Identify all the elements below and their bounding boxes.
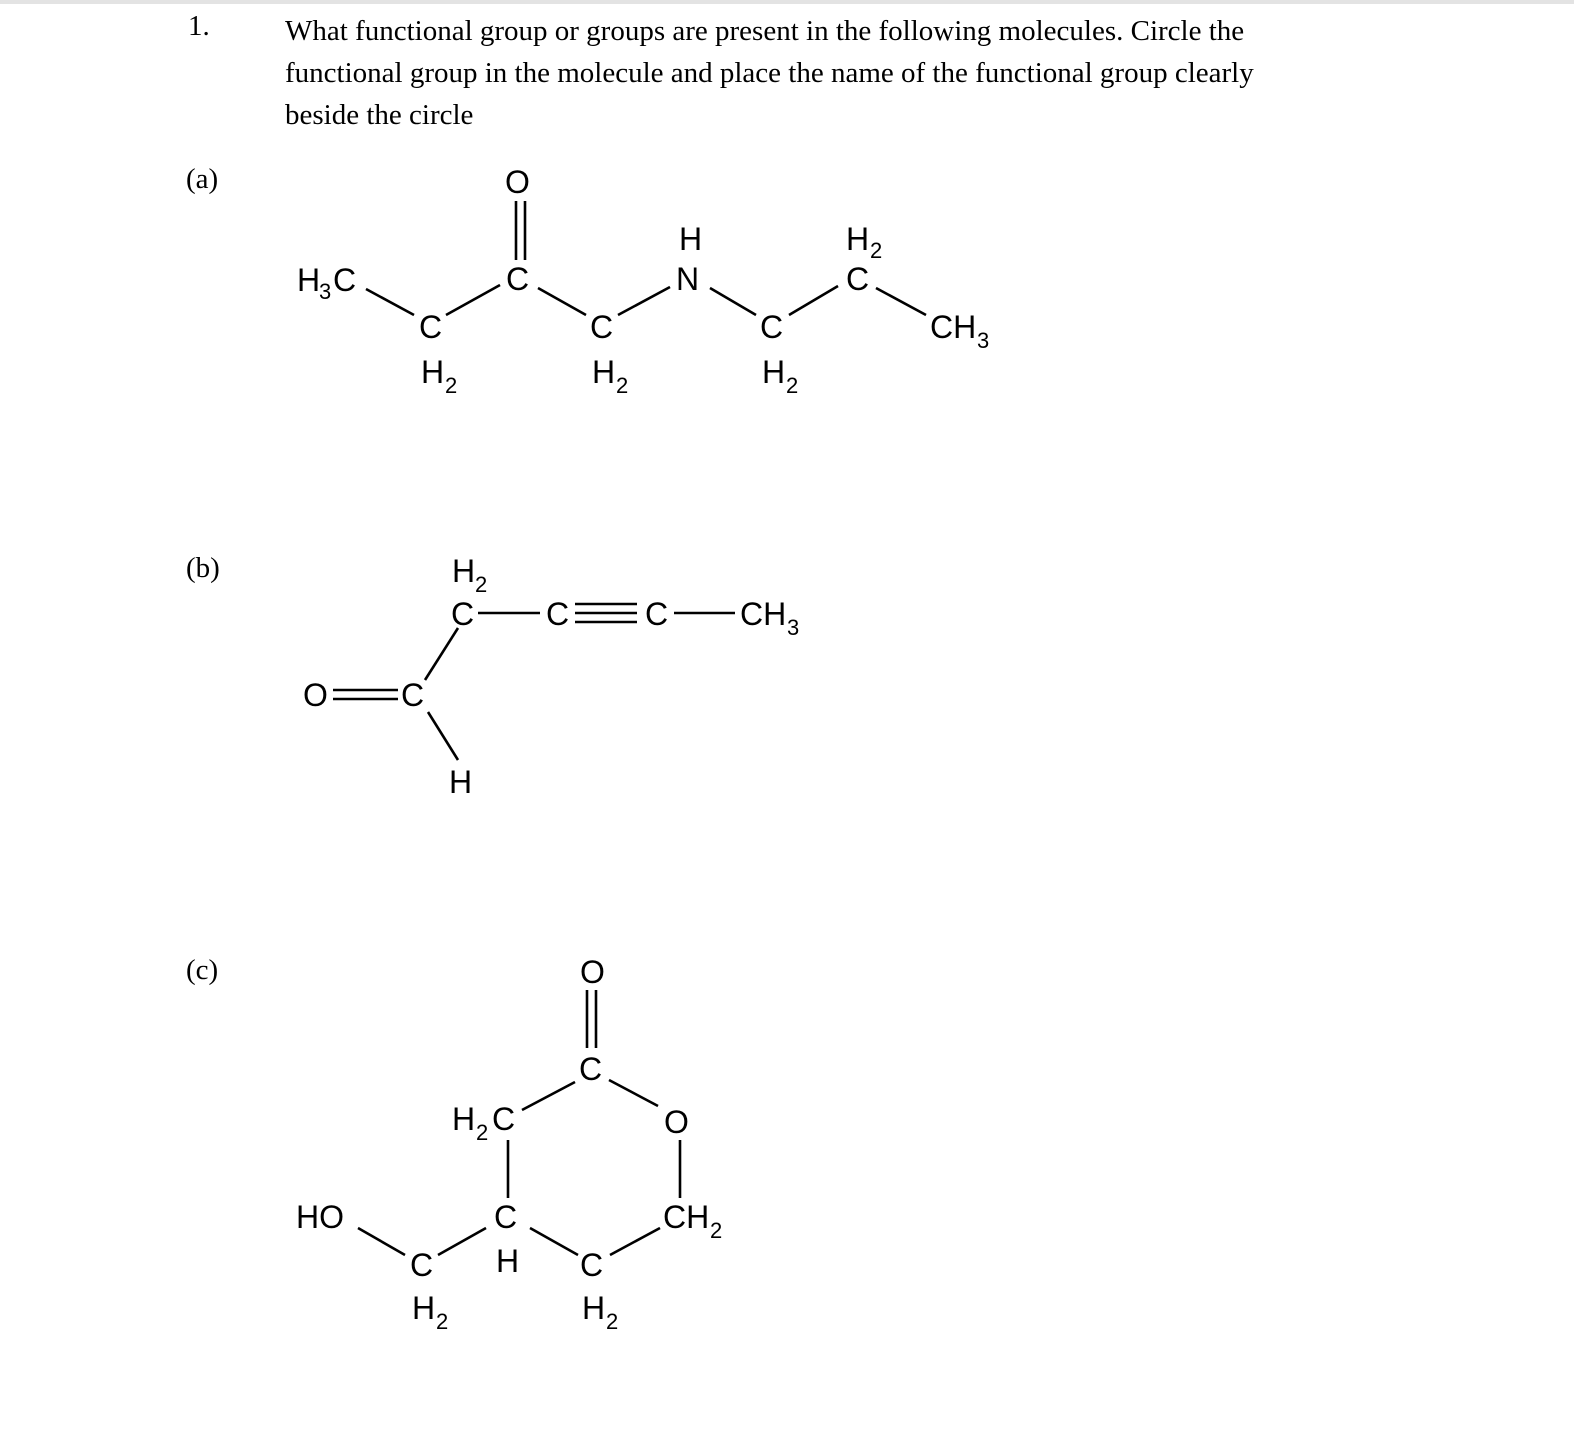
atom-label: N xyxy=(676,261,700,297)
atom-label: H xyxy=(297,262,321,298)
bond xyxy=(618,287,670,315)
molecule-a xyxy=(297,164,989,398)
bond xyxy=(876,288,926,315)
atom-label: O xyxy=(505,164,530,200)
subscript: 2 xyxy=(476,1120,489,1145)
part-b-label: (b) xyxy=(186,552,220,584)
atom-label: O xyxy=(664,1104,689,1140)
bond xyxy=(789,286,838,315)
subscript: 3 xyxy=(787,615,800,640)
atom-label: O xyxy=(580,954,605,990)
bond xyxy=(710,288,756,315)
question-line: What functional group or groups are present in the following molecules. Circle the xyxy=(285,15,1245,47)
subscript: 2 xyxy=(710,1218,723,1243)
bond xyxy=(428,712,458,760)
bond xyxy=(425,628,458,680)
atom-label: C xyxy=(492,1101,516,1137)
question-line: functional group in the molecule and place the name of the functional group clearly xyxy=(285,57,1254,89)
question-line: beside the circle xyxy=(285,99,474,131)
part-c-label: (c) xyxy=(186,954,219,986)
molecule-b xyxy=(303,553,799,800)
subscript: 2 xyxy=(870,238,883,263)
atom-label: C xyxy=(645,596,669,632)
bond xyxy=(366,289,414,315)
bond xyxy=(358,1228,405,1255)
part-a-label: (a) xyxy=(186,163,219,195)
atom-label: H xyxy=(496,1243,520,1279)
atom-label: C xyxy=(419,309,443,345)
bond xyxy=(446,285,500,315)
subscript: 2 xyxy=(475,572,488,597)
subscript: 2 xyxy=(445,373,458,398)
atom-label: H xyxy=(679,221,703,257)
atom-label: C xyxy=(451,596,475,632)
bond xyxy=(609,1080,658,1106)
atom-label: H xyxy=(582,1290,606,1326)
atom-label: H xyxy=(762,354,786,390)
atom-label: C xyxy=(410,1247,434,1283)
bond xyxy=(538,288,586,315)
atom-label: H xyxy=(846,221,870,257)
atom-label: H xyxy=(412,1290,436,1326)
atom-label: C xyxy=(401,677,425,713)
atom-label: C xyxy=(579,1051,603,1087)
bond xyxy=(610,1228,660,1255)
subscript: 2 xyxy=(616,373,629,398)
atom-label: C xyxy=(760,309,784,345)
atom-label: CH xyxy=(740,596,787,632)
atom-label: C xyxy=(506,261,530,297)
atom-label: H xyxy=(449,764,473,800)
atom-label: C xyxy=(580,1247,604,1283)
bond xyxy=(438,1228,486,1255)
atom-label: C xyxy=(333,262,357,298)
subscript: 3 xyxy=(977,328,990,353)
molecule-c xyxy=(296,954,722,1334)
question-number: 1. xyxy=(188,10,210,42)
atom-label: CH xyxy=(930,309,977,345)
atom-label: CH xyxy=(663,1199,710,1235)
atom-label: H xyxy=(452,1101,476,1137)
subscript: 3 xyxy=(319,279,332,304)
bond xyxy=(530,1228,578,1255)
bond xyxy=(522,1082,575,1110)
subscript: 2 xyxy=(436,1309,449,1334)
atom-label: C xyxy=(590,309,614,345)
atom-label: H xyxy=(452,553,476,589)
atom-label: HO xyxy=(296,1199,344,1235)
atom-label: C xyxy=(546,596,570,632)
atom-label: C xyxy=(846,261,870,297)
atom-label: H xyxy=(592,354,616,390)
atom-label: H xyxy=(421,354,445,390)
atom-label: O xyxy=(303,677,328,713)
subscript: 2 xyxy=(786,373,799,398)
subscript: 2 xyxy=(606,1309,619,1334)
atom-label: C xyxy=(494,1199,518,1235)
